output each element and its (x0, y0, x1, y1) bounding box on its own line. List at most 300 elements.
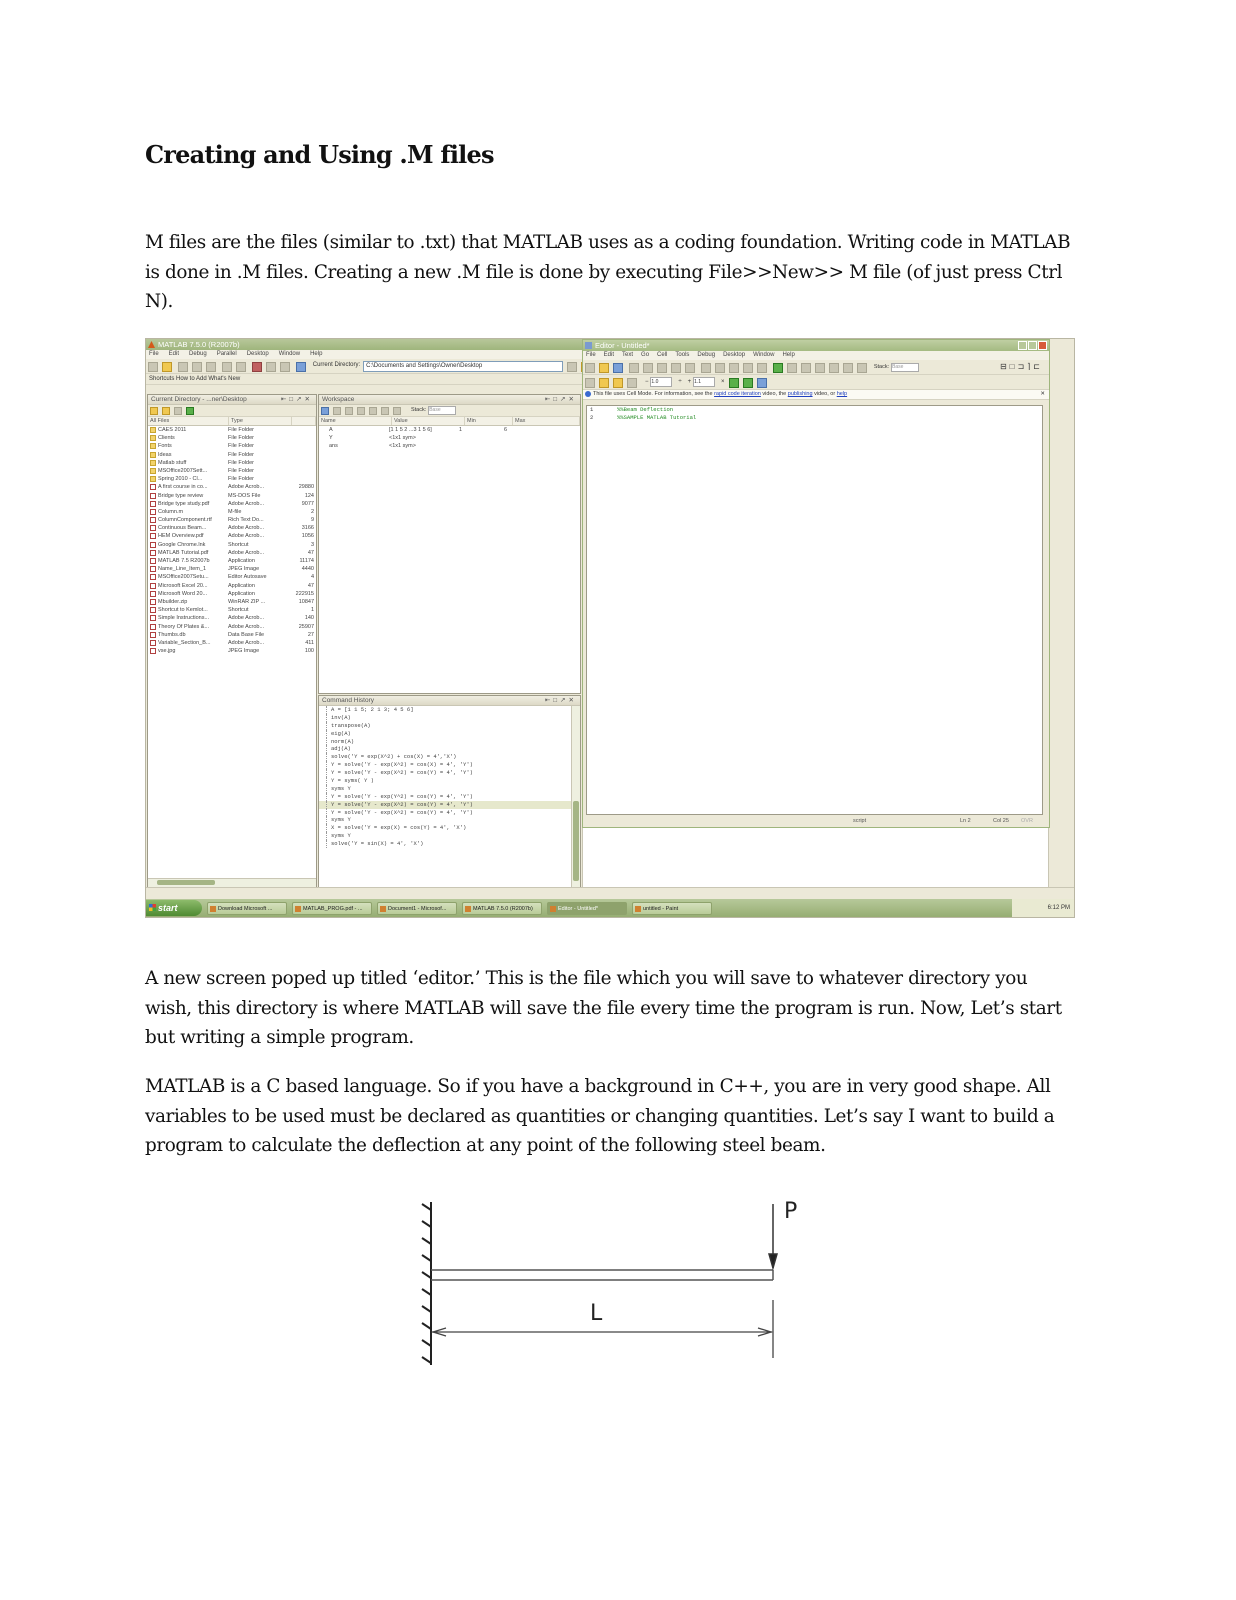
browse-folder-button[interactable] (567, 362, 577, 372)
file-row[interactable] (148, 582, 316, 590)
col-name[interactable]: Name (319, 417, 392, 425)
col-value[interactable]: Value (392, 417, 465, 425)
matlab-menubar (146, 350, 582, 359)
history-command[interactable]: solve('Y = exp(X^2) + cos(X) = 4','X') (319, 753, 580, 761)
file-type: MS-DOS File (228, 492, 261, 499)
file-type: Adobe Acrob... (228, 500, 265, 507)
file-row[interactable] (148, 434, 316, 442)
file-icon (150, 542, 156, 548)
menu-file[interactable]: File (149, 351, 159, 357)
file-size: 9077 (301, 500, 314, 507)
save-icon[interactable] (613, 363, 623, 373)
file-type: Editor Autosave (228, 574, 267, 581)
col-type[interactable]: Type (229, 417, 292, 425)
open-file-icon[interactable] (599, 363, 609, 373)
hide-cell-titles-icon[interactable] (743, 378, 753, 388)
file-type: Application (228, 558, 255, 564)
file-type: File Folder (228, 467, 254, 474)
file-row[interactable] (148, 508, 316, 516)
panel-controls[interactable]: ⇤□↗✕ (544, 396, 577, 403)
file-size (288, 451, 314, 459)
save-workspace-icon[interactable] (357, 407, 365, 415)
var-min (459, 434, 504, 442)
run-icon[interactable] (773, 363, 783, 373)
file-size: 100 (304, 648, 314, 655)
history-command[interactable]: syms Y (319, 785, 580, 793)
history-command[interactable]: syms Y (319, 816, 580, 824)
taskbar-button[interactable]: Document1 - Microsof... (377, 902, 457, 915)
history-command[interactable]: A = [1 1 5; 2 1 3; 4 5 6] (319, 706, 580, 714)
command-window-edge (1048, 339, 1075, 887)
new-variable-icon[interactable] (321, 407, 329, 415)
file-name: Column.m (158, 508, 184, 515)
history-command[interactable]: Y = solve('Y - exp(Y^2) = cos(Y) = 4', 'Y') (319, 793, 580, 801)
taskbar-button[interactable]: MATLAB_PROG.pdf - ... (292, 902, 372, 915)
editor-menu-help[interactable]: Help (782, 352, 795, 358)
current-directory-label: Current Directory: (312, 362, 361, 368)
command-history-header: Command History ⇤□↗✕ (319, 696, 580, 706)
file-type: Rich Text Do... (228, 517, 264, 524)
clock: 6:12 PM (1047, 905, 1070, 911)
file-row[interactable] (148, 598, 316, 606)
status-mode: script (853, 818, 867, 824)
file-row[interactable] (148, 573, 316, 581)
file-row[interactable] (148, 549, 316, 557)
file-name: Microsoft Word 20... (158, 590, 208, 597)
current-directory-toolbar (148, 405, 316, 417)
taskbar-button[interactable]: MATLAB 7.5.0 (R2007b) (462, 902, 542, 915)
copy-icon[interactable] (643, 363, 653, 373)
workspace-row[interactable] (319, 442, 580, 450)
command-history-panel (318, 695, 581, 888)
horizontal-scrollbar[interactable] (148, 878, 316, 887)
multiply-icon[interactable]: × (721, 379, 725, 385)
editor-toolbar (583, 360, 1049, 375)
history-command[interactable]: adj(A) (319, 745, 580, 753)
stack-label: Stack: (410, 407, 427, 413)
file-type: Shortcut (228, 541, 249, 548)
file-type: Application (228, 590, 255, 597)
file-type: M-file (228, 508, 242, 515)
close-button[interactable] (1038, 341, 1047, 350)
file-row[interactable] (148, 606, 316, 614)
open-file-icon[interactable] (162, 362, 172, 372)
file-size: 9 (310, 517, 314, 524)
file-icon (150, 648, 156, 654)
matlab-titlebar (146, 339, 582, 350)
file-name: ColumnComponent.rtf (158, 517, 212, 524)
divide-icon[interactable]: ÷ (678, 379, 682, 385)
code-lines[interactable] (587, 406, 1042, 422)
continue-icon[interactable] (843, 363, 853, 373)
beam-body (431, 1270, 773, 1280)
file-row[interactable] (148, 623, 316, 631)
file-size: 4440 (301, 566, 314, 573)
fixed-support-icon (422, 1202, 431, 1365)
file-type: Adobe Acrob... (228, 484, 265, 491)
workspace-variable-list (319, 426, 580, 450)
file-type: Shortcut (228, 607, 249, 614)
file-icon (150, 583, 156, 589)
guide-icon[interactable] (266, 362, 276, 372)
history-command[interactable]: transpose(A) (319, 722, 580, 730)
file-row[interactable] (148, 590, 316, 598)
forward-icon[interactable] (743, 363, 753, 373)
file-row[interactable] (148, 475, 316, 483)
history-command[interactable]: syms Y (319, 832, 580, 840)
var-name: A (329, 427, 333, 433)
print-icon[interactable] (701, 363, 711, 373)
panel-controls[interactable]: ⇤□↗✕ (280, 396, 313, 403)
current-directory-input[interactable]: C:\Documents and Settings\Owner\Desktop (363, 361, 563, 372)
file-size: 10847 (298, 598, 314, 605)
minus-icon[interactable]: − (644, 379, 649, 385)
file-size: 3 (310, 541, 314, 548)
file-name: Microsoft Excel 20... (158, 582, 208, 589)
editor-menu-file[interactable]: File (586, 352, 596, 358)
editor-menu-edit[interactable]: Edit (603, 352, 615, 358)
panel-controls[interactable]: ⇤□↗✕ (544, 697, 577, 704)
file-row[interactable] (148, 492, 316, 500)
status-ovr: OVR (1021, 818, 1033, 824)
file-list-header (148, 417, 316, 426)
file-type: File Folder (228, 427, 254, 433)
file-size: 47 (307, 549, 314, 556)
plot-icon[interactable] (393, 407, 401, 415)
window-buttons (1018, 341, 1047, 350)
file-row[interactable] (148, 500, 316, 508)
file-size: 47 (307, 582, 314, 589)
step-in-icon[interactable] (815, 363, 825, 373)
file-row[interactable] (148, 426, 316, 434)
file-name: Bridge type review (158, 492, 204, 499)
editor-status-bar (583, 816, 1049, 827)
shortcuts-bar[interactable]: Shortcuts How to Add What's New (146, 374, 582, 385)
var-value: <1x1 sym> (389, 435, 416, 441)
load-label: P (784, 1199, 798, 1224)
editor-menu-text[interactable]: Text (622, 352, 634, 358)
windows-logo-icon (149, 904, 156, 911)
file-row[interactable] (148, 631, 316, 639)
workspace-row[interactable] (319, 426, 580, 434)
undo-icon[interactable] (222, 362, 232, 372)
eval-file-icon[interactable] (627, 378, 637, 388)
editor-titlebar (583, 340, 1049, 351)
var-name: Y (329, 435, 333, 441)
file-type: File Folder (228, 443, 254, 450)
workspace-panel (318, 394, 581, 694)
matlab-toolbar (146, 359, 582, 374)
windows-start-button[interactable]: start (146, 900, 202, 916)
var-min (459, 442, 504, 450)
maximize-button[interactable] (1028, 341, 1037, 350)
cell-eval-icon[interactable] (585, 378, 595, 388)
status-line: Ln 2 (960, 818, 971, 824)
file-size: 11174 (299, 558, 314, 564)
file-name: CAES 2011 (158, 427, 187, 433)
plus-icon[interactable]: + (687, 379, 692, 385)
taskbar-button[interactable]: Editor - Untitled* (547, 902, 627, 915)
file-name: Variable_Section_B... (158, 639, 211, 646)
file-row[interactable] (148, 639, 316, 647)
code-line[interactable] (587, 414, 1042, 422)
file-row[interactable] (148, 467, 316, 475)
show-cell-titles-icon[interactable] (729, 378, 739, 388)
rapid-code-iteration-link[interactable]: rapid code iteration (714, 391, 761, 397)
undo-icon[interactable] (671, 363, 681, 373)
menu-parallel[interactable]: Parallel (216, 351, 237, 357)
current-directory-header: Current Directory - ...ner\Desktop ⇤□↗✕ (148, 395, 316, 405)
reports-icon[interactable] (186, 407, 194, 415)
folder-icon (150, 460, 156, 466)
file-name: Continuous Beam... (158, 525, 207, 532)
status-col: Col 25 (993, 818, 1009, 824)
file-size: 140 (304, 615, 314, 622)
file-icon (150, 509, 156, 515)
editor-menu-desktop[interactable]: Desktop (723, 352, 746, 358)
editor-menubar (583, 351, 1049, 360)
decrement-value-input[interactable]: 1.0 (650, 377, 672, 387)
code-line[interactable] (587, 406, 1042, 414)
workspace-row[interactable] (319, 434, 580, 442)
step-out-icon[interactable] (829, 363, 839, 373)
history-command[interactable]: solve('Y = sin(X) = 4', 'X') (319, 840, 580, 848)
minimize-button[interactable] (1018, 341, 1027, 350)
folder-icon (150, 476, 156, 482)
matlab-logo-icon (148, 341, 155, 348)
code-text: %%Beam Deflection (617, 406, 674, 413)
menu-window[interactable]: Window (278, 351, 301, 357)
col-size[interactable] (292, 417, 316, 425)
file-row[interactable] (148, 442, 316, 450)
col-max[interactable]: Max (513, 417, 580, 425)
file-size: 411 (305, 639, 314, 646)
editor-window (582, 339, 1050, 828)
find-icon[interactable] (715, 363, 725, 373)
profiler-icon[interactable] (280, 362, 290, 372)
function-icon[interactable] (757, 363, 767, 373)
file-row[interactable] (148, 647, 316, 655)
editor-menu-cell[interactable]: Cell (657, 352, 668, 358)
history-command[interactable]: Y = solve('Y - exp(X^2) = cos(Y) = 4', 'Y') (319, 809, 580, 817)
redo-icon[interactable] (685, 363, 695, 373)
length-label: L (590, 1301, 603, 1326)
simulink-icon[interactable] (252, 362, 262, 372)
menu-desktop[interactable]: Desktop (246, 351, 269, 357)
file-type: Application (228, 582, 255, 589)
history-command[interactable]: X = solve('Y = exp(X) = cos(Y) = 4', 'X') (319, 824, 580, 832)
file-name: Name_Line_Item_1 (158, 566, 207, 573)
workspace-header: Workspace ⇤□↗✕ (319, 395, 580, 405)
history-command[interactable]: Y = solve('Y - exp(X^2) = cos(Y) = 4', 'Y') (319, 769, 580, 777)
history-command[interactable]: Y = solve('Y - exp(X^2) = cos(Y) = 4', 'Y') (319, 801, 580, 809)
var-max (504, 434, 580, 442)
copy-icon[interactable] (192, 362, 202, 372)
file-size (288, 467, 314, 475)
editor-menu-tools[interactable]: Tools (675, 352, 690, 358)
windows-taskbar (146, 899, 1074, 917)
var-max (504, 442, 580, 450)
code-editor[interactable] (586, 405, 1043, 815)
file-type: Adobe Acrob... (228, 623, 265, 630)
file-row[interactable] (148, 459, 316, 467)
file-size (288, 475, 314, 483)
help-link[interactable]: help (836, 391, 848, 397)
file-name: Fonts (158, 443, 172, 450)
file-row[interactable] (148, 541, 316, 549)
file-type: JPEG Image (228, 648, 260, 655)
file-type: WinRAR ZIP ... (228, 598, 266, 605)
redo-icon[interactable] (236, 362, 246, 372)
open-variable-icon[interactable] (333, 407, 341, 415)
history-command[interactable]: inv(A) (319, 714, 580, 722)
file-icon (150, 607, 156, 613)
file-icon (150, 591, 156, 597)
taskbar-button[interactable]: untitled - Paint (632, 902, 712, 915)
file-size (288, 459, 314, 467)
history-command[interactable]: Y = solve('Y - exp(X^2) = cos(X) = 4', 'Y') (319, 761, 580, 769)
new-file-icon[interactable] (148, 362, 158, 372)
file-type: File Folder (228, 435, 254, 442)
file-row[interactable] (148, 557, 316, 565)
file-type: Adobe Acrob... (228, 615, 265, 622)
file-size (288, 426, 314, 434)
folder-up-icon[interactable] (150, 407, 158, 415)
col-all-files[interactable]: All Files (148, 417, 229, 425)
document-title: Creating and Using .M files (145, 140, 494, 169)
file-icon (150, 484, 156, 490)
folder-icon (150, 427, 156, 433)
file-size: 1056 (301, 533, 314, 540)
print-icon[interactable] (369, 407, 377, 415)
matlab-screenshot (145, 338, 1075, 918)
history-command[interactable]: eig(A) (319, 730, 580, 738)
file-icon (150, 640, 156, 646)
file-icon (150, 566, 156, 572)
cell-toolbar (583, 375, 1049, 390)
import-data-icon[interactable] (345, 407, 353, 415)
paste-icon[interactable] (206, 362, 216, 372)
var-value: <1x1 sym> (389, 443, 416, 449)
col-min[interactable]: Min (465, 417, 513, 425)
var-value: [1 1 5 2 ...3 1 5 6] (389, 427, 432, 433)
file-name: Clients (158, 435, 175, 442)
file-type: File Folder (228, 459, 254, 466)
stack-select[interactable]: Base (891, 363, 919, 372)
file-name: MATLAB Tutorial.pdf (158, 549, 209, 556)
command-window[interactable] (582, 826, 1075, 887)
line-number: 1 (590, 406, 594, 413)
file-name: MSOffice2007Sett... (158, 467, 208, 474)
folder-icon (150, 443, 156, 449)
file-type: Data Base File (228, 631, 265, 638)
editor-menu-debug[interactable]: Debug (697, 352, 716, 358)
editor-menu-window[interactable]: Window (753, 352, 775, 358)
file-type: JPEG Image (228, 566, 260, 573)
back-icon[interactable] (729, 363, 739, 373)
history-command[interactable]: norm(A) (319, 738, 580, 746)
file-name: Shortcut to Kemlot... (158, 607, 208, 614)
file-row[interactable] (148, 516, 316, 524)
find-files-icon[interactable] (174, 407, 182, 415)
eval-advance-icon[interactable] (613, 378, 623, 388)
length-dimension (432, 1300, 773, 1358)
file-name: Mbuilder.zip (158, 598, 188, 605)
breakpoint-icon[interactable] (787, 363, 797, 373)
file-name: A first course in co... (158, 484, 208, 491)
file-row[interactable] (148, 451, 316, 459)
delete-icon[interactable] (381, 407, 389, 415)
folder-icon (150, 452, 156, 458)
file-size: 1 (310, 607, 314, 614)
menu-help[interactable]: Help (310, 351, 323, 357)
new-folder-icon[interactable] (162, 407, 170, 415)
file-icon (150, 624, 156, 630)
stack-select[interactable]: Base (428, 406, 456, 415)
file-row[interactable] (148, 565, 316, 573)
load-arrow-icon (769, 1204, 777, 1268)
matlab-status-bar (146, 887, 1074, 899)
menu-edit[interactable]: Edit (168, 351, 180, 357)
cut-icon[interactable] (178, 362, 188, 372)
eval-cell-icon[interactable] (599, 378, 609, 388)
paste-icon[interactable] (657, 363, 667, 373)
taskbar-button[interactable]: Download Microsoft ... (207, 902, 287, 915)
exit-debug-icon[interactable] (857, 363, 867, 373)
var-name: ans (329, 443, 338, 449)
file-name: Bridge type study.pdf (158, 500, 210, 507)
increment-value-input[interactable]: 1.1 (693, 377, 715, 387)
file-row[interactable] (148, 483, 316, 491)
layout-buttons[interactable]: ⊟□⊐⌉⊏ (999, 362, 1043, 371)
vertical-scrollbar[interactable] (571, 706, 580, 887)
file-name: Matlab stuff (158, 459, 187, 466)
file-size (288, 434, 314, 442)
file-name: Thumbs.db (158, 631, 186, 638)
file-icon (150, 599, 156, 605)
editor-menu-go[interactable]: Go (641, 352, 650, 358)
file-size: 2 (310, 508, 314, 515)
file-name: HEM Overview.pdf (158, 533, 204, 540)
file-row[interactable] (148, 614, 316, 622)
command-history-list (319, 706, 580, 848)
new-file-icon[interactable] (585, 363, 595, 373)
close-info-icon[interactable]: ✕ (1040, 391, 1045, 397)
file-type: Adobe Acrob... (228, 525, 265, 532)
code-text: %%SAMPLE MATLAB Tutorial (617, 414, 697, 421)
file-row[interactable] (148, 532, 316, 540)
help-icon[interactable] (296, 362, 306, 372)
file-icon (150, 550, 156, 556)
step-icon[interactable] (801, 363, 811, 373)
publishing-link[interactable]: publishing (787, 391, 813, 397)
var-min: 1 (459, 427, 463, 433)
cantilever-beam-diagram (418, 1190, 818, 1365)
menu-debug[interactable]: Debug (189, 351, 207, 357)
info-icon (585, 391, 591, 397)
folder-icon (150, 468, 156, 474)
intro-paragraph: M files are the files (similar to .txt) that MATLAB uses as a coding foundation. Writing code in MATLAB is done in .M files. Creating a new .M file is done by executing File>>New>> M file (of just press Ctrl N). (145, 232, 1071, 312)
file-row[interactable] (148, 524, 316, 532)
cut-icon[interactable] (629, 363, 639, 373)
file-icon (150, 525, 156, 531)
editor-window-title: Editor - Untitled* (595, 341, 650, 350)
history-command[interactable]: Y = syms( Y ) (319, 777, 580, 785)
file-name: Simple Instructions... (158, 615, 210, 622)
file-name: Google Chrome.lnk (158, 541, 206, 548)
publish-icon[interactable] (757, 378, 767, 388)
current-directory-panel (147, 394, 317, 888)
